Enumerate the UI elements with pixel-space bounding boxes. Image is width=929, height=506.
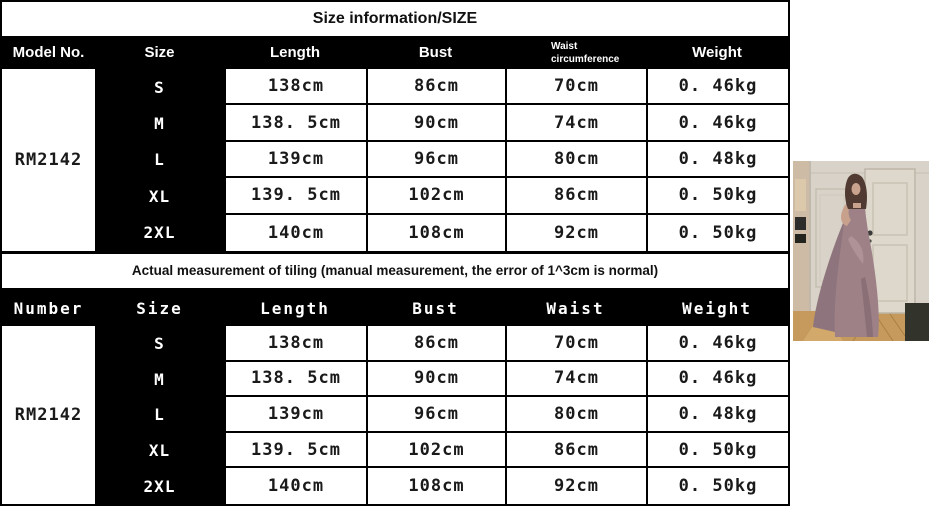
waist-cell: 92cm bbox=[505, 468, 646, 504]
weight-cell: 0. 50kg bbox=[646, 433, 788, 469]
table2-header-number: Number bbox=[2, 291, 95, 326]
waist-cell: 86cm bbox=[505, 178, 646, 214]
size-cell: XL bbox=[95, 433, 224, 469]
bust-cell: 102cm bbox=[366, 178, 505, 214]
length-cell: 139. 5cm bbox=[224, 433, 366, 469]
waist-header-line2: circumference bbox=[551, 53, 620, 65]
length-cell: 138. 5cm bbox=[224, 362, 366, 398]
length-cell: 138cm bbox=[224, 326, 366, 362]
bust-cell: 86cm bbox=[366, 326, 505, 362]
table1-model-no: RM2142 bbox=[2, 69, 95, 251]
table1-header-size: Size bbox=[95, 36, 224, 69]
waist-cell: 92cm bbox=[505, 215, 646, 251]
length-cell: 138cm bbox=[224, 69, 366, 105]
waist-cell: 80cm bbox=[505, 142, 646, 178]
length-cell: 138. 5cm bbox=[224, 105, 366, 141]
table2-header-length: Length bbox=[224, 291, 366, 326]
model-face bbox=[852, 183, 861, 195]
table1-header-model: Model No. bbox=[2, 36, 95, 69]
table1-header-waist bbox=[505, 36, 646, 69]
weight-cell: 0. 46kg bbox=[646, 105, 788, 141]
weight-cell: 0. 50kg bbox=[646, 468, 788, 504]
photo-adjacent-light bbox=[795, 179, 806, 211]
measurement-note: Actual measurement of tiling (manual measurement, the error of 1^3cm is normal) bbox=[2, 251, 788, 291]
length-cell: 139cm bbox=[224, 397, 366, 433]
waist-cell: 86cm bbox=[505, 433, 646, 469]
size-cell: XL bbox=[95, 178, 224, 214]
bust-cell: 86cm bbox=[366, 69, 505, 105]
product-photo bbox=[793, 161, 929, 341]
length-cell: 139cm bbox=[224, 142, 366, 178]
weight-cell: 0. 48kg bbox=[646, 142, 788, 178]
waist-header-line1: Waist bbox=[551, 40, 578, 52]
bust-cell: 108cm bbox=[366, 468, 505, 504]
waist-cell: 74cm bbox=[505, 105, 646, 141]
weight-cell: 0. 46kg bbox=[646, 69, 788, 105]
table2-header-row bbox=[2, 291, 788, 326]
waist-cell: 70cm bbox=[505, 326, 646, 362]
model-neck bbox=[853, 203, 861, 208]
weight-cell: 0. 50kg bbox=[646, 215, 788, 251]
size-cell: S bbox=[95, 69, 224, 105]
photo-dark-object bbox=[905, 303, 929, 341]
size-cell: 2XL bbox=[95, 468, 224, 504]
weight-cell: 0. 46kg bbox=[646, 326, 788, 362]
size-cell: M bbox=[95, 105, 224, 141]
bust-cell: 90cm bbox=[366, 105, 505, 141]
table2-body bbox=[2, 326, 788, 504]
photo-wall-frame bbox=[795, 217, 806, 230]
table1-header-bust: Bust bbox=[366, 36, 505, 69]
table2-header-bust: Bust bbox=[366, 291, 505, 326]
waist-cell: 70cm bbox=[505, 69, 646, 105]
weight-cell: 0. 50kg bbox=[646, 178, 788, 214]
size-cell: 2XL bbox=[95, 215, 224, 251]
size-cell: L bbox=[95, 142, 224, 178]
size-cell: M bbox=[95, 362, 224, 398]
table1-header-length: Length bbox=[224, 36, 366, 69]
table2-model-no: RM2142 bbox=[2, 326, 95, 504]
product-photo-image bbox=[793, 161, 929, 341]
table2-header-size: Size bbox=[95, 291, 224, 326]
weight-cell: 0. 48kg bbox=[646, 397, 788, 433]
table2-header-waist: Waist bbox=[505, 291, 646, 326]
length-cell: 140cm bbox=[224, 215, 366, 251]
chart-title: Size information/SIZE bbox=[2, 2, 788, 36]
photo-wall-frame2 bbox=[795, 234, 806, 243]
bust-cell: 96cm bbox=[366, 142, 505, 178]
size-cell: S bbox=[95, 326, 224, 362]
table1-header-row bbox=[2, 36, 788, 69]
size-cell: L bbox=[95, 397, 224, 433]
length-cell: 139. 5cm bbox=[224, 178, 366, 214]
waist-cell: 80cm bbox=[505, 397, 646, 433]
bust-cell: 96cm bbox=[366, 397, 505, 433]
table1-body bbox=[2, 69, 788, 251]
bust-cell: 108cm bbox=[366, 215, 505, 251]
length-cell: 140cm bbox=[224, 468, 366, 504]
waist-cell: 74cm bbox=[505, 362, 646, 398]
table1-header-weight: Weight bbox=[646, 36, 788, 69]
bust-cell: 102cm bbox=[366, 433, 505, 469]
weight-cell: 0. 46kg bbox=[646, 362, 788, 398]
bust-cell: 90cm bbox=[366, 362, 505, 398]
table2-header-weight: Weight bbox=[646, 291, 788, 326]
